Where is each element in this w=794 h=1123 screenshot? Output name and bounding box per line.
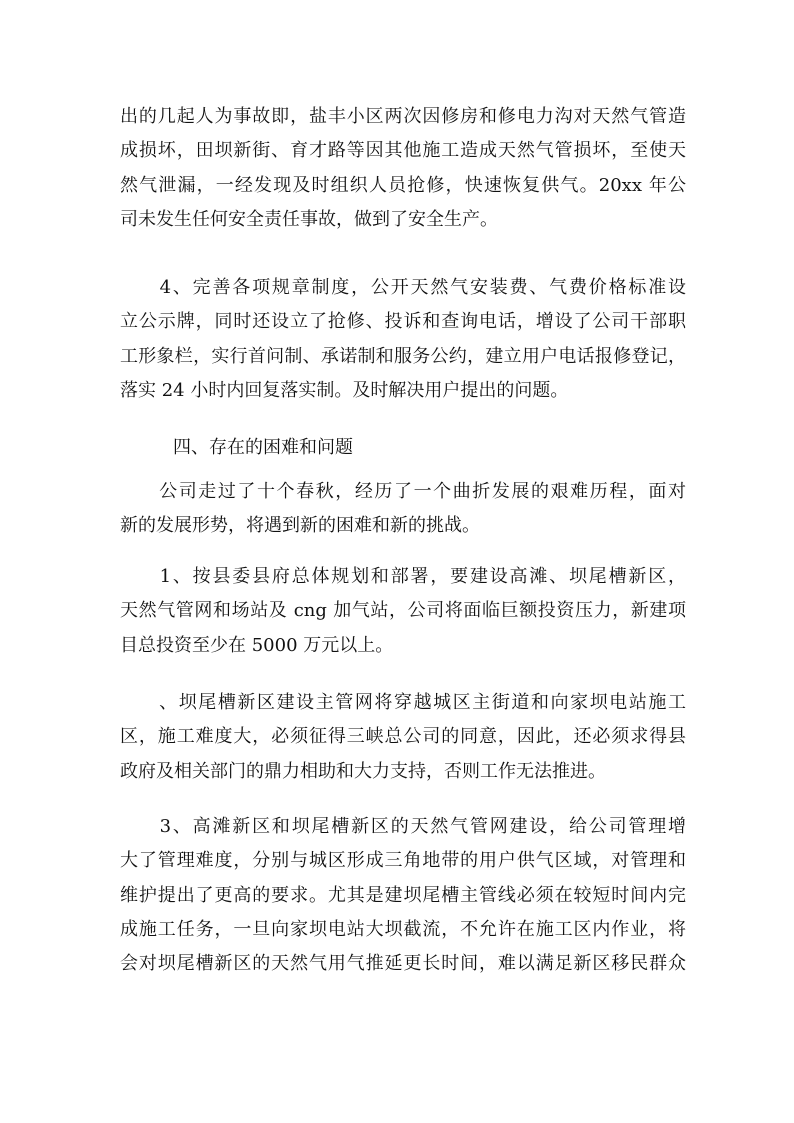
text-line: 维护提出了更高的要求。尤其是建坝尾槽主管线必须在较短时间内完	[120, 884, 686, 906]
text-line: 、坝尾槽新区建设主管网将穿越城区主街道和向家坝电站施工	[120, 692, 686, 713]
text-line: 1、按县委县府总体规划和部署，要建设高滩、坝尾槽新区，	[120, 566, 686, 587]
text-line: 工形象栏，实行首问制、承诺制和服务公约，建立用户电话报修登记，	[120, 345, 686, 367]
text-line: 然气泄漏，一经发现及时组织人员抢修，快速恢复供气。20xx 年公	[120, 174, 686, 196]
paragraph-item-2	[120, 686, 686, 789]
paragraph-item-3	[120, 810, 686, 981]
paragraph-intro	[120, 475, 686, 544]
text-line: 新的发展形势，将遇到新的困难和新的挑战。	[120, 515, 480, 537]
text-line: 公司走过了十个春秋，经历了一个曲折发展的艰难历程，面对	[120, 481, 686, 502]
text-line: 天然气管网和场站及 cng 加气站，公司将面临巨额投资压力，新建项	[120, 600, 686, 622]
paragraph-safety-incidents	[120, 100, 686, 237]
text-line: 出的几起人为事故即，盐丰小区两次因修房和修电力沟对天然气管造	[120, 106, 686, 127]
text-line: 4、完善各项规章制度，公开天然气安装费、气费价格标准设	[120, 277, 686, 298]
text-line: 成施工任务，一旦向家坝电站大坝截流，不允许在施工区内作业，将	[120, 918, 686, 940]
paragraph-item-4	[120, 271, 686, 408]
text-line: 目总投资至少在 5000 万元以上。	[120, 634, 394, 656]
text-line: 立公示牌，同时还设立了抢修、投诉和查询电话，增设了公司干部职	[120, 311, 686, 333]
paragraph-item-1	[120, 560, 686, 663]
text-line: 政府及相关部门的鼎力相助和大力支持，否则工作无法推进。	[120, 760, 606, 782]
section-heading: 四、存在的困难和问题	[173, 437, 353, 458]
text-line: 落实 24 小时内回复落实制。及时解决用户提出的问题。	[120, 379, 569, 401]
text-line: 3、高滩新区和坝尾槽新区的天然气管网建设，给公司管理增	[120, 816, 686, 837]
text-line: 大了管理难度，分别与城区形成三角地带的用户供气区域，对管理和	[120, 850, 686, 872]
text-line: 会对坝尾槽新区的天然气用气推延更长时间，难以满足新区移民群众	[120, 953, 686, 975]
text-line: 司未发生任何安全责任事故，做到了安全生产。	[120, 208, 498, 230]
text-line: 成损坏，田坝新街、育才路等因其他施工造成天然气管损坏，至使天	[120, 140, 686, 162]
text-line: 区，施工难度大，必须征得三峡总公司的同意，因此，还必须求得县	[120, 726, 686, 748]
